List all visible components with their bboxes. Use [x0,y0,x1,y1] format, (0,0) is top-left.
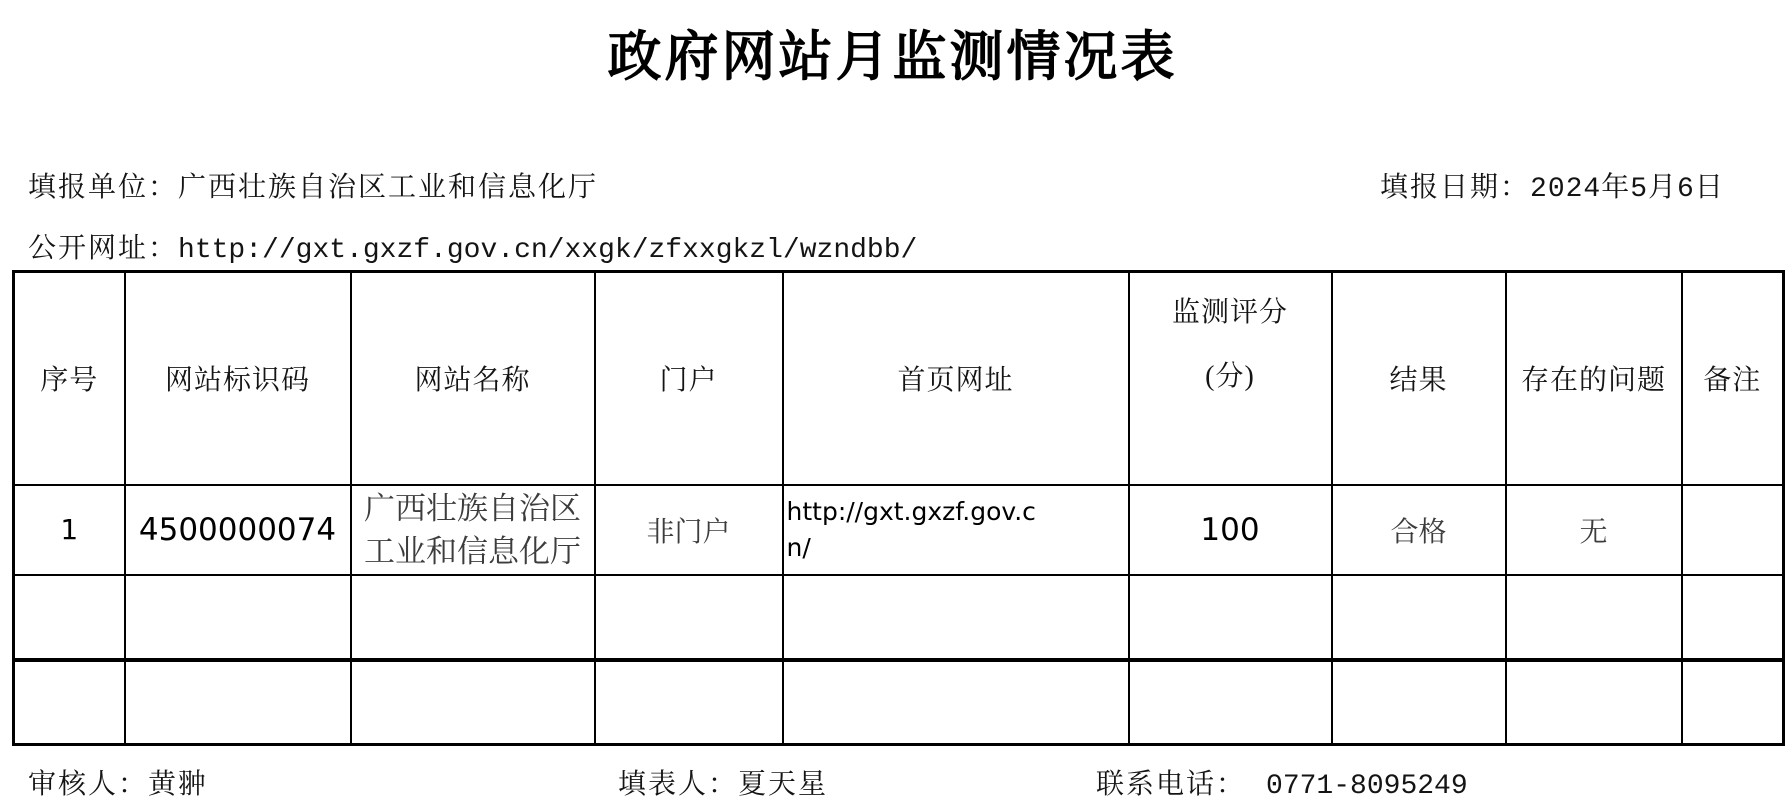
cell-seq [14,660,125,745]
cell-problems [1506,575,1682,660]
table-row-3-empty [14,660,1784,745]
col-header-portal: 门户 [595,272,783,485]
page-title: 政府网站月监测情况表 [607,27,1178,87]
reviewer-label: 审核人： [28,769,149,800]
report-unit-line [28,165,598,205]
col-header-score [1129,272,1332,485]
col-header-homepage-url: 首页网址 [783,272,1129,485]
table-row-1 [14,485,1784,575]
col-header-score-line2: (分) [1205,361,1255,393]
col-header-site-code: 网站标识码 [125,272,351,485]
report-unit-label: 填报单位： [28,172,179,203]
cell-score: 100 [1129,485,1332,575]
reviewer-name: 黄翀 [148,769,209,800]
cell-site-name [351,575,595,660]
col-header-score-line1: 监测评分 [1171,297,1288,329]
cell-site-code: 4500000074 [125,485,351,575]
cell-score [1129,575,1332,660]
contact-phone-label: 联系电话： [1096,769,1247,800]
reviewer-line [28,762,208,802]
col-header-problems: 存在的问题 [1506,272,1682,485]
col-header-site-name: 网站名称 [351,272,595,485]
cell-homepage-url [783,485,1129,575]
report-unit-value: 广西壮族自治区工业和信息化厅 [178,172,599,203]
cell-portal [595,660,783,745]
cell-homepage-url [783,660,1129,745]
cell-site-code [125,660,351,745]
contact-phone-number: 0771-8095249 [1266,771,1468,802]
col-header-seq: 序号 [14,272,125,485]
cell-portal [595,575,783,660]
cell-result [1332,575,1506,660]
cell-score [1129,660,1332,745]
cell-site-code [125,575,351,660]
table-header-row [14,272,1784,485]
cell-result: 合格 [1332,485,1506,575]
table-row-2-empty [14,575,1784,660]
site-name-text: 广西壮族自治区工业和信息化厅 [364,490,581,569]
monitoring-table [12,270,1785,746]
preparer-label: 填表人： [618,769,739,800]
report-date-line [1380,165,1724,205]
cell-site-name [351,660,595,745]
cell-remark [1682,575,1784,660]
preparer-name: 夏天星 [738,769,829,800]
report-date-value: 2024年5月6日 [1530,174,1724,205]
cell-seq: 1 [14,485,125,575]
public-url-label: 公开网址： [28,233,179,264]
cell-seq [14,575,125,660]
preparer-line [618,762,828,802]
cell-portal: 非门户 [595,485,783,575]
report-date-label: 填报日期： [1380,172,1531,203]
public-url-line [28,226,917,266]
contact-phone-line [1096,762,1468,802]
homepage-url-text: http://gxt.gxzf.gov.cn/ [786,496,1036,562]
col-header-remark: 备注 [1682,272,1784,485]
cell-site-name [351,485,595,575]
cell-remark [1682,660,1784,745]
cell-problems [1506,660,1682,745]
col-header-result: 结果 [1332,272,1506,485]
cell-result [1332,660,1506,745]
cell-problems: 无 [1506,485,1682,575]
cell-homepage-url [783,575,1129,660]
public-url-value: http://gxt.gxzf.gov.cn/xxgk/zfxxgkzl/wzndbb/ [178,235,918,266]
cell-remark [1682,485,1784,575]
